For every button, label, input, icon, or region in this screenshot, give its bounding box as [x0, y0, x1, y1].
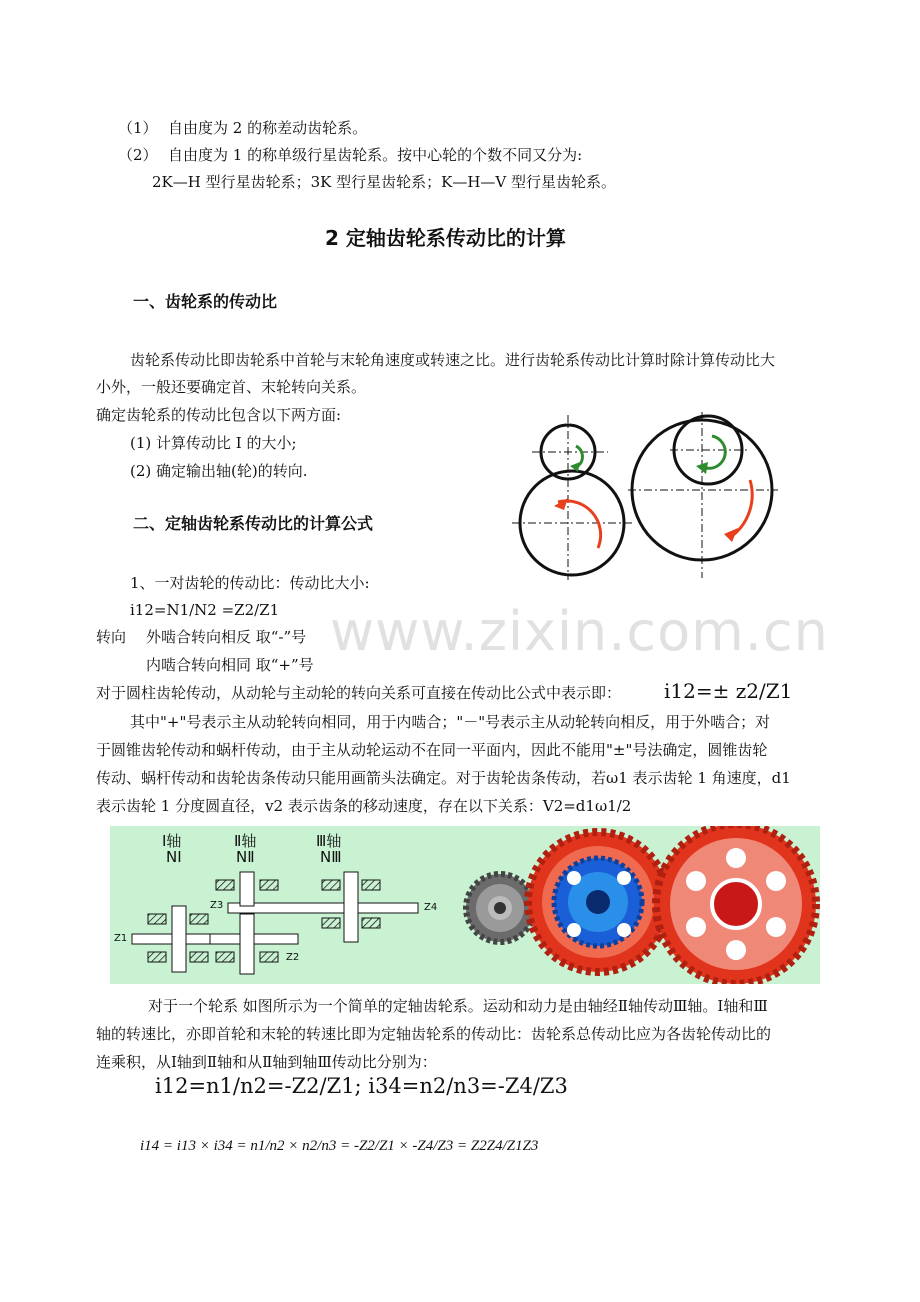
red-gear-right	[656, 826, 816, 984]
cylindrical-formula: i12=± z2/Z1	[664, 679, 793, 703]
section-title: 2 定轴齿轮系传动比的计算	[325, 226, 566, 250]
shaft-2-speed: NⅡ	[236, 848, 255, 866]
heading-formula: 二、定轴齿轮系传动比的计算公式	[133, 514, 374, 533]
list-text-1: 自由度为 2 的称差动齿轮系。	[168, 119, 368, 137]
paragraph-2: 确定齿轮系的传动比包含以下两方面:	[96, 406, 342, 424]
internal-mesh-gears	[628, 412, 778, 578]
red-gear-left	[528, 832, 668, 972]
paragraph-3d: 表示齿轮 1 分度圆直径，v2 表示齿条的移动速度，存在以下关系：V2=d1ω1/2	[96, 797, 632, 815]
red-rotation-arrow-2	[732, 480, 752, 536]
paragraph-1a: 齿轮系传动比即齿轮系中首轮与末轮角速度或转速之比。进行齿轮系传动比计算时除计算传动比大	[130, 351, 776, 369]
list-item-1: (1) 计算传动比 I 的大小;	[130, 434, 297, 452]
cylindrical-gear-text: 对于圆柱齿轮传动，从动轮与主动轮的转向关系可直接在传动比公式中表示即：	[96, 684, 622, 702]
external-mesh-rule: 外啮合转向相反 取“-”号	[146, 628, 307, 646]
shaft-1-label: Ⅰ轴	[162, 832, 182, 850]
paragraph-1b: 小外，一般还要确定首、末轮转向关系。	[96, 378, 367, 396]
external-mesh-gears	[512, 415, 634, 580]
gear-z1-label: Z1	[114, 933, 128, 944]
formula-i12: i12=N1/N2 =Z2/Z1	[130, 601, 280, 619]
internal-mesh-rule: 内啮合转向相同 取“+”号	[146, 656, 314, 674]
list-item-2: (2) 确定输出轴(轮)的转向.	[130, 462, 308, 480]
small-grey-gear	[466, 874, 534, 942]
list-number-1: （1）	[118, 119, 158, 137]
shaft-3-speed: NⅢ	[320, 848, 342, 866]
formula-i14: i14 = i13 × i34 = n1/n2 × n2/n3 = -Z2/Z1 × -Z4/Z3 = Z2Z4/Z1Z3	[140, 1138, 539, 1154]
gear-z4-label: Z4	[424, 902, 438, 913]
green-rotation-arrow-2	[706, 436, 725, 468]
list-text-2: 自由度为 1 的称单级行星齿轮系。按中心轮的个数不同又分为:	[168, 146, 583, 164]
paragraph-3b: 于圆锥齿轮传动和蜗杆传动，由于主从动轮运动不在同一平面内，因此不能用"±"号法确定，圆锥齿轮	[96, 741, 768, 759]
paragraph-4b: 轴的转速比，亦即首轮和末轮的转速比即为定轴齿轮系的传动比：齿轮系总传动比应为各齿轮传动比的	[96, 1025, 772, 1043]
list-number-2: （2）	[118, 146, 158, 164]
shaft-3-label: Ⅲ轴	[316, 832, 342, 850]
pair-ratio-title: 1、一对齿轮的传动比：传动比大小:	[130, 574, 370, 592]
planetary-types: 2K—H 型行星齿轮系；3K 型行星齿轮系；K—H—V 型行星齿轮系。	[152, 173, 617, 191]
paragraph-3c: 传动、蜗杆传动和齿轮齿条传动只能用画箭头法确定。对于齿轮齿条传动，若ω1 表示齿轮 1 角速度，d1	[96, 769, 791, 787]
gear-train-figure	[110, 826, 820, 984]
gear-mesh-figure	[510, 410, 800, 580]
paragraph-4a: 对于一个轮系 如图所示为一个简单的定轴齿轮系。运动和动力是由轴经Ⅱ轴传动Ⅲ轴。Ⅰ轴和Ⅲ	[148, 997, 768, 1015]
gear-train-schematic	[110, 826, 450, 984]
paragraph-4c: 连乘积，从Ⅰ轴到Ⅱ轴和从Ⅱ轴到轴Ⅲ传动比分别为：	[96, 1053, 437, 1071]
shaft-1-speed: NⅠ	[166, 848, 182, 866]
paragraph-3a: 其中"+"号表示主从动轮转向相同，用于内啮合；"－"号表示主从动轮转向相反，用于外啮合；对	[130, 713, 771, 731]
shaft-2-label: Ⅱ轴	[234, 832, 257, 850]
gear-animation-image	[460, 826, 820, 984]
direction-label: 转向	[96, 628, 127, 646]
formula-i12-i34: i12=n1/n2=-Z2/Z1; i34=n2/n3=-Z4/Z3	[155, 1074, 568, 1098]
heading-gear-ratio: 一、齿轮系的传动比	[133, 292, 278, 311]
gear-z2-label: Z2	[286, 952, 300, 963]
watermark: www.zixin.com.cn	[330, 600, 829, 663]
gear-z3-label: Z3	[210, 900, 224, 911]
